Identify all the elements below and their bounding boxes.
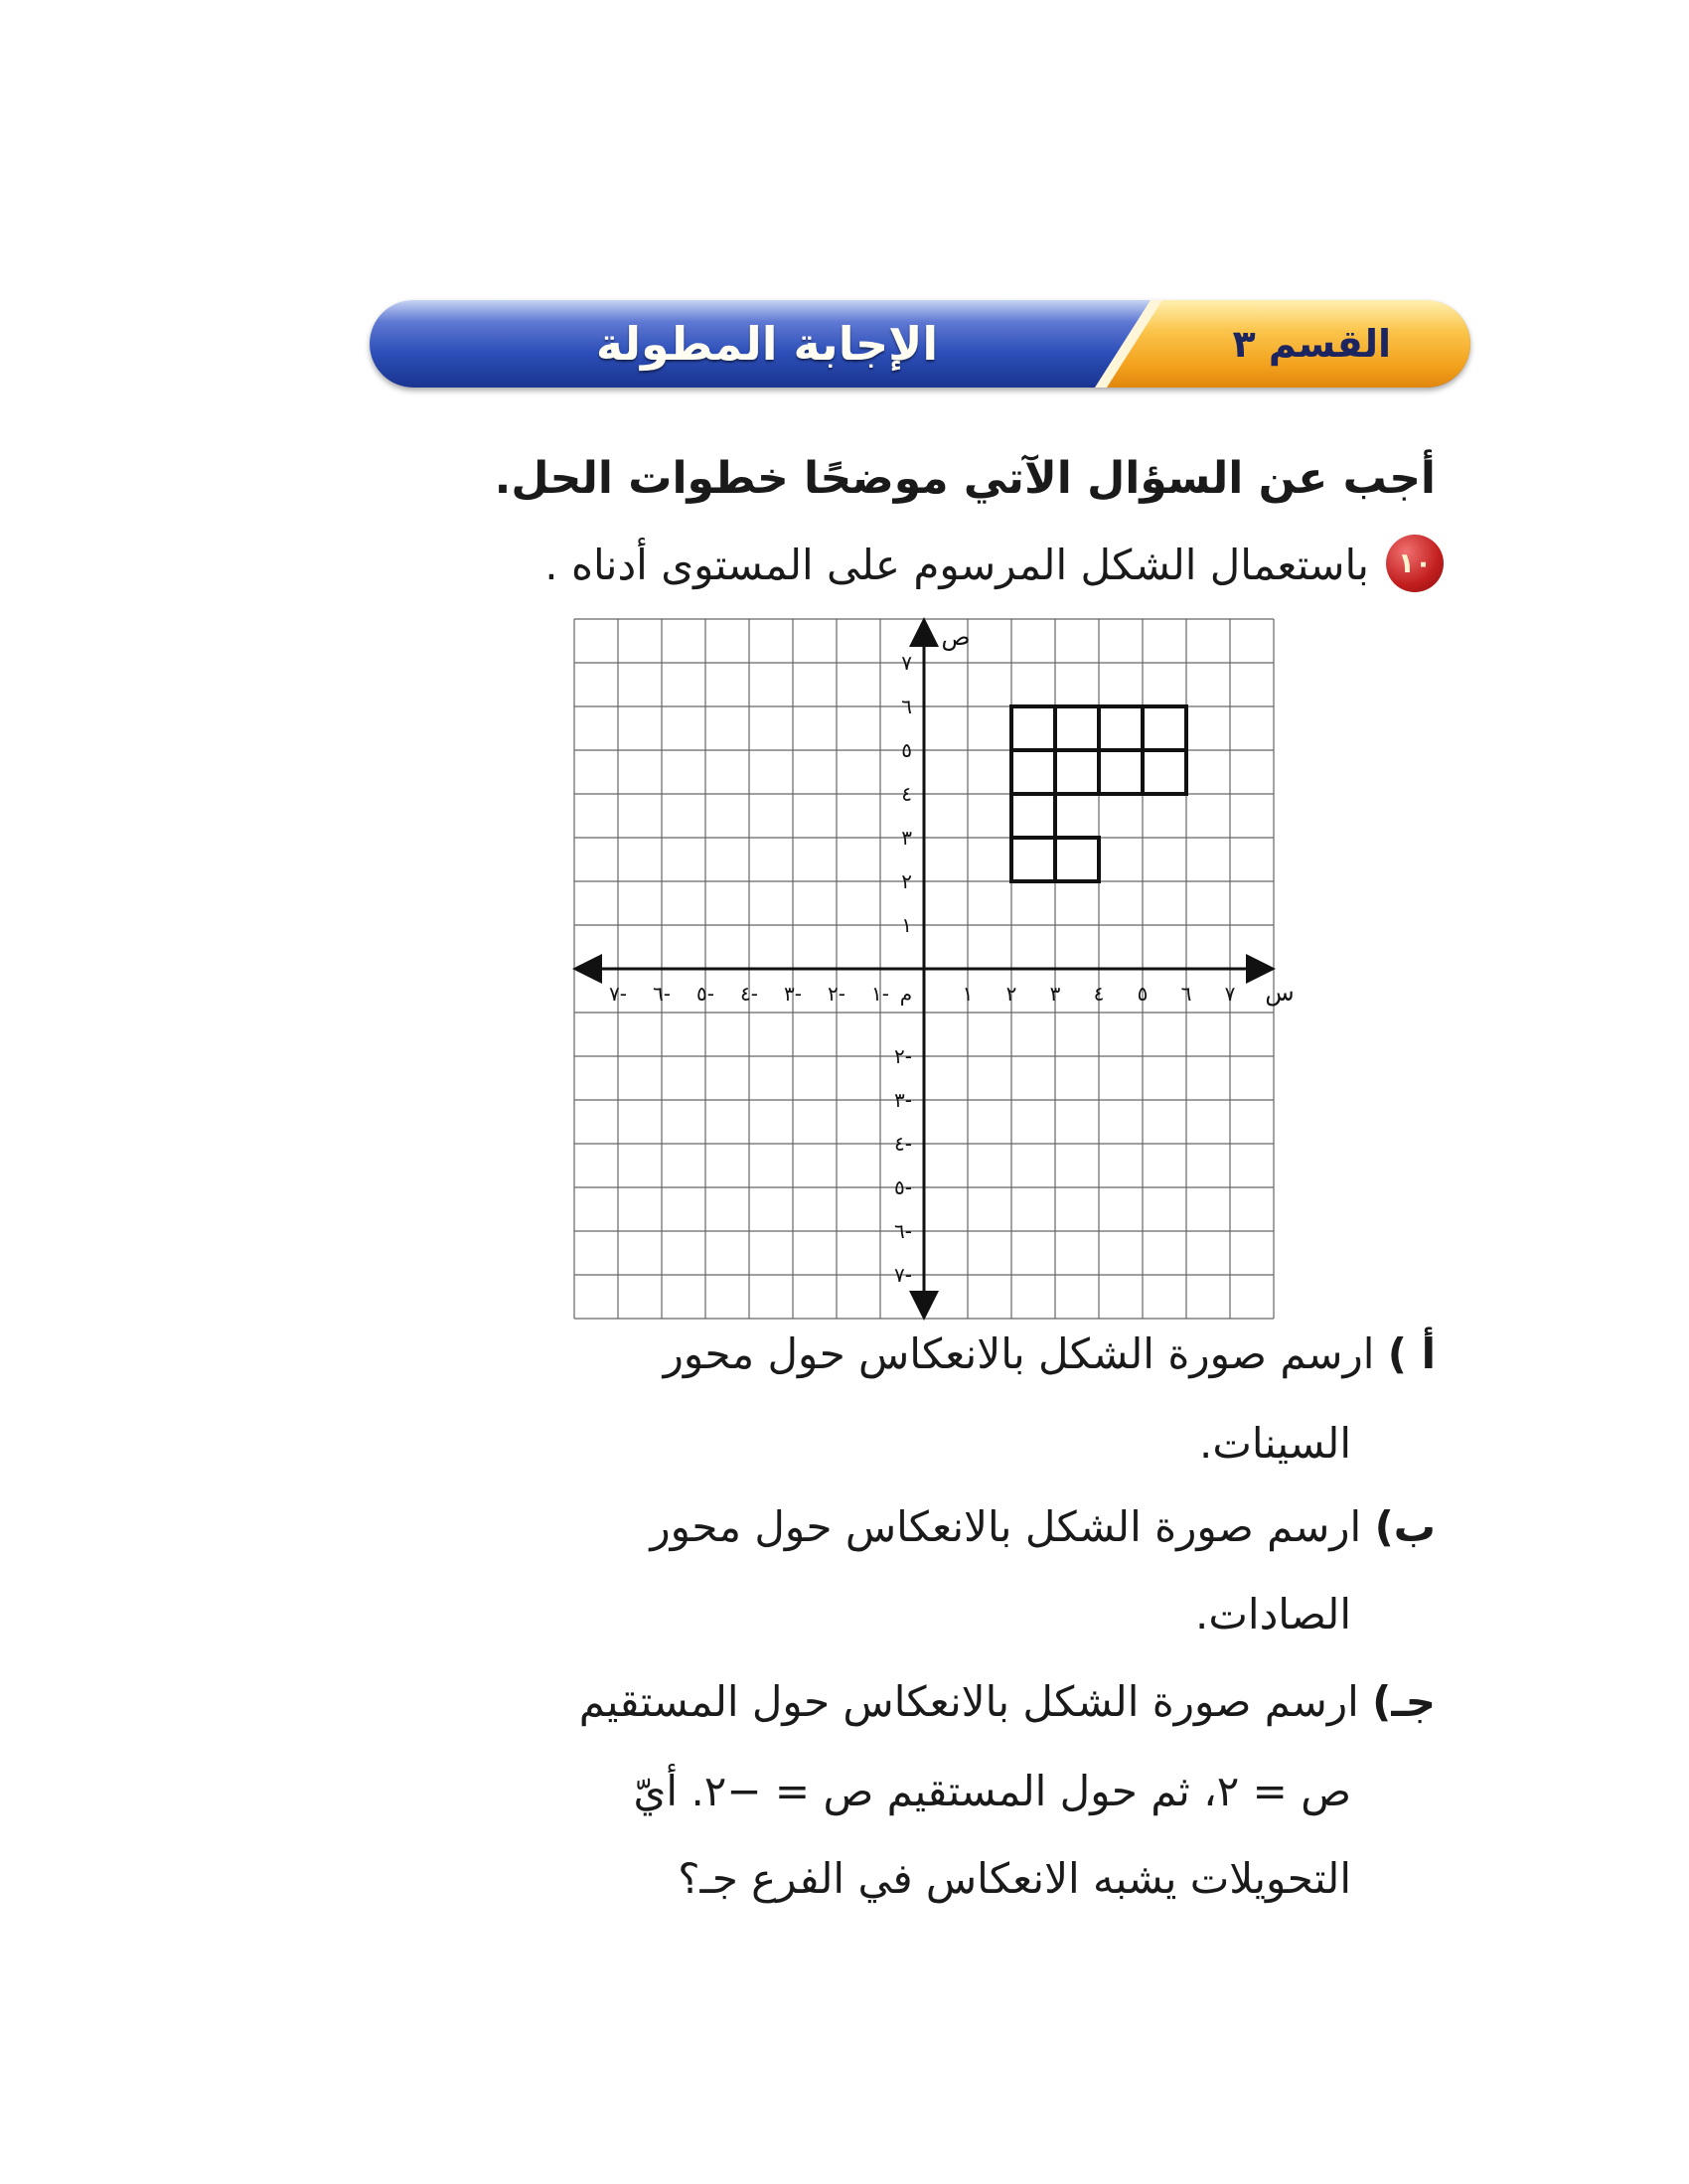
shape-cell bbox=[1011, 838, 1055, 881]
y-tick-label: ٥ bbox=[901, 738, 912, 762]
item-c-continuation-2: التحويلات يشبه الانعكاس في الفرع جـ؟ bbox=[678, 1854, 1351, 1903]
x-tick-label: ٤- bbox=[740, 982, 758, 1006]
section-banner bbox=[370, 296, 1470, 391]
item-a-text: ارسم صورة الشكل بالانعكاس حول محور bbox=[663, 1329, 1375, 1378]
x-tick-label: ٢- bbox=[828, 982, 845, 1006]
coordinate-grid bbox=[537, 611, 1311, 1326]
origin-label: م bbox=[899, 982, 913, 1006]
item-c-text: ارسم صورة الشكل بالانعكاس حول المستقيم bbox=[578, 1677, 1359, 1726]
shape-cell bbox=[1011, 706, 1055, 750]
banner-section-label: القسم ٣ bbox=[1232, 322, 1391, 366]
shape-cell bbox=[1011, 750, 1055, 794]
shape-cell bbox=[1143, 706, 1186, 750]
shape-cell bbox=[1099, 706, 1143, 750]
item-a bbox=[343, 1329, 1436, 1378]
x-tick-label: ٧ bbox=[1224, 982, 1236, 1006]
item-b-label: ب) bbox=[1374, 1502, 1436, 1551]
item-c bbox=[343, 1677, 1436, 1726]
y-tick-label: ٤- bbox=[894, 1132, 912, 1156]
x-tick-label: ١ bbox=[962, 982, 974, 1006]
shape-cell bbox=[1099, 750, 1143, 794]
shape-cell bbox=[1143, 750, 1186, 794]
item-c-label: جـ) bbox=[1372, 1677, 1436, 1726]
x-tick-label: ١- bbox=[871, 982, 889, 1006]
question-text: باستعمال الشكل المرسوم على المستوى أدناه . bbox=[544, 541, 1369, 589]
shape-cell bbox=[1055, 706, 1099, 750]
x-tick-label: ٤ bbox=[1093, 982, 1105, 1006]
y-tick-label: ٣- bbox=[894, 1088, 912, 1112]
y-tick-label: ٥- bbox=[894, 1175, 912, 1199]
x-tick-label: ٧- bbox=[609, 982, 627, 1006]
item-b bbox=[343, 1502, 1436, 1551]
y-tick-label: ٧- bbox=[894, 1263, 912, 1287]
item-b-continuation: الصادات. bbox=[1195, 1590, 1351, 1638]
item-a-continuation: السينات. bbox=[1199, 1419, 1351, 1468]
y-tick-label: ٧ bbox=[901, 651, 912, 675]
y-tick-label: ٣ bbox=[901, 826, 912, 850]
x-tick-label: ٥ bbox=[1137, 982, 1149, 1006]
x-tick-label: ٣ bbox=[1049, 982, 1061, 1006]
question-number-badge: ١٠ bbox=[1386, 535, 1444, 592]
shape-cell bbox=[1055, 750, 1099, 794]
instruction-text: أجب عن السؤال الآتي موضحًا خطوات الحل. bbox=[494, 453, 1436, 504]
y-tick-label: ٢- bbox=[894, 1044, 912, 1068]
y-tick-label: ٢ bbox=[901, 869, 912, 893]
shape-cell bbox=[1055, 838, 1099, 881]
item-b-text: ارسم صورة الشكل بالانعكاس حول محور bbox=[650, 1502, 1362, 1551]
y-axis-name: ص bbox=[941, 623, 971, 651]
x-tick-label: ٦ bbox=[1180, 982, 1192, 1006]
y-tick-label: ٤ bbox=[901, 782, 912, 806]
y-tick-label: ٦- bbox=[894, 1219, 912, 1243]
x-tick-label: ٣- bbox=[784, 982, 802, 1006]
item-c-continuation-1: ص = ٢، ثم حول المستقيم ص = −٢. أيّ bbox=[633, 1767, 1351, 1815]
x-tick-label: ٦- bbox=[653, 982, 671, 1006]
y-tick-label: ٦ bbox=[901, 695, 912, 718]
y-tick-label: ١ bbox=[901, 913, 912, 937]
item-a-label: أ ) bbox=[1387, 1329, 1436, 1378]
banner-title: الإجابة المطولة bbox=[595, 317, 939, 371]
x-axis-name: س bbox=[1265, 979, 1295, 1007]
x-tick-label: ٢ bbox=[1005, 982, 1017, 1006]
shape-cell bbox=[1011, 794, 1055, 838]
x-tick-label: ٥- bbox=[696, 982, 714, 1006]
